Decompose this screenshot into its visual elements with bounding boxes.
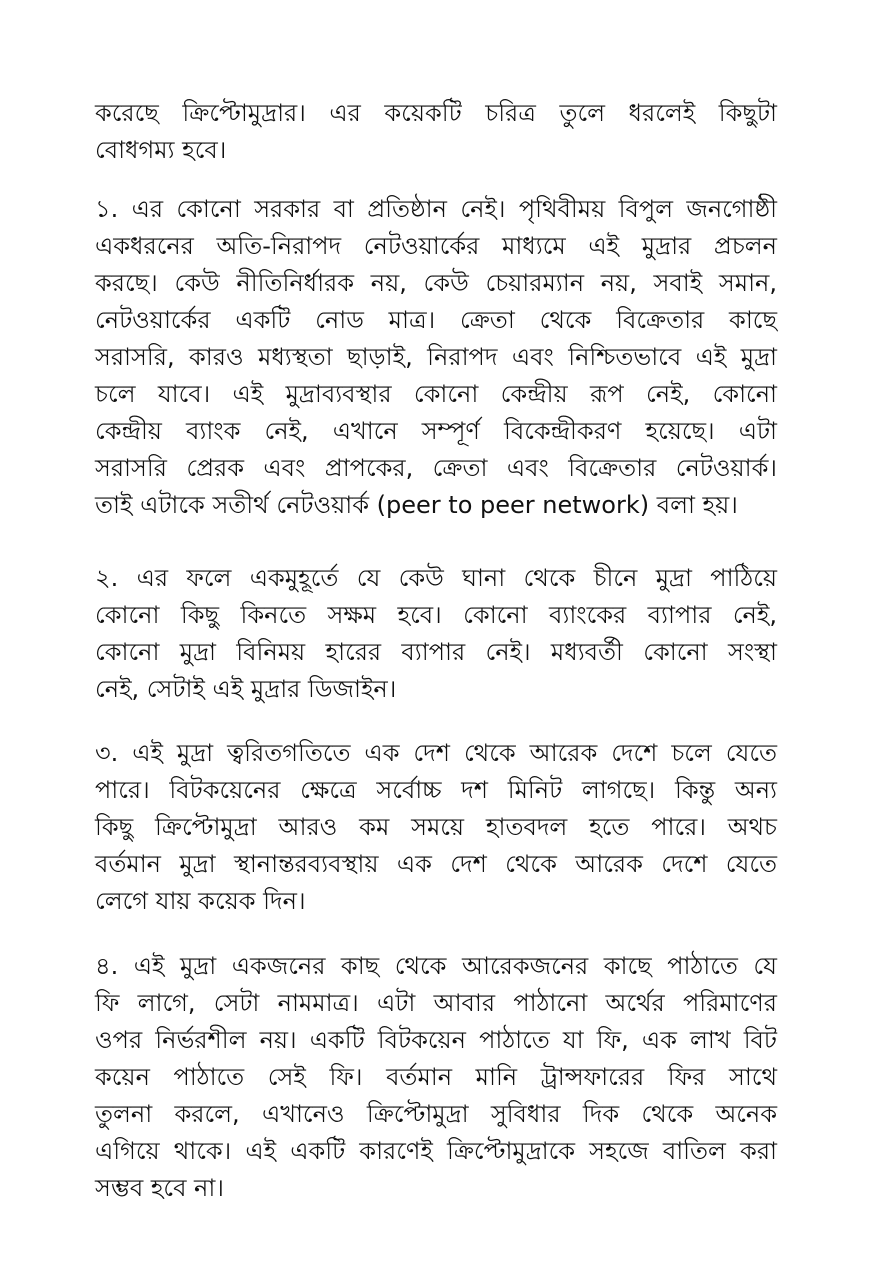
text-line: নেটওয়ার্কের একটি নোড মাত্র। ক্রেতা থেকে বিক্রেতার কাছে [95,306,777,334]
text-line: কোনো কিছু কিনতে সক্ষম হবে। কোনো ব্যাংকের ব্যাপার নেই, [95,601,777,629]
text-line: ১. এর কোনো সরকার বা প্রতিষ্ঠান নেই। পৃথিবীময় বিপুল জনগোষ্ঠী [95,195,777,223]
paragraph-point-2 [95,560,777,708]
paragraph-point-3 [95,735,777,920]
text-line: চলে যাবে। এই মুদ্রাব্যবস্থার কোনো কেন্দ্রীয় রূপ নেই, কোনো [95,380,777,408]
text-line: সম্ভব হবে না। [95,1174,224,1202]
text-line: বোধগম্য হবে। [95,136,227,164]
text-line: করেছে ক্রিপ্টোমুদ্রার। এর কয়েকটি চরিত্র তুলে ধরলেই কিছুটা [95,99,777,127]
paragraph-point-4 [95,948,777,1207]
text-line: ফি লাগে, সেটা নামমাত্র। এটা আবার পাঠানো অর্থের পরিমাণের [95,989,777,1017]
text-line: পারে। বিটকয়েনের ক্ষেত্রে সর্বোচ্চ দশ মিনিট লাগছে। কিন্তু অন্য [95,776,777,804]
text-line: সরাসরি প্রেরক এবং প্রাপকের, ক্রেতা এবং বিক্রেতার নেটওয়ার্ক। [95,454,777,482]
text-line: তাই এটাকে সতীর্থ নেটওয়ার্ক (peer to peer network) বলা হয়। [95,491,738,519]
text-line: ২. এর ফলে একমুহূর্তে যে কেউ ঘানা থেকে চীনে মুদ্রা পাঠিয়ে [95,564,777,592]
text-line: কেন্দ্রীয় ব্যাংক নেই, এখানে সম্পূর্ণ বিকেন্দ্রীকরণ হয়েছে। এটা [95,417,777,445]
text-line: ৪. এই মুদ্রা একজনের কাছ থেকে আরেকজনের কাছে পাঠাতে যে [95,952,777,980]
text-line: তুলনা করলে, এখানেও ক্রিপ্টোমুদ্রা সুবিধার দিক থেকে অনেক [95,1100,777,1128]
text-line: এগিয়ে থাকে। এই একটি কারণেই ক্রিপ্টোমুদ্রাকে সহজে বাতিল করা [95,1137,777,1165]
text-line: সরাসরি, কারও মধ্যস্থতা ছাড়াই, নিরাপদ এবং নিশ্চিতভাবে এই মুদ্রা [95,343,777,371]
text-line: কিছু ক্রিপ্টোমুদ্রা আরও কম সময়ে হাতবদল হতে পারে। অথচ [95,813,777,841]
text-line: করছে। কেউ নীতিনির্ধারক নয়, কেউ চেয়ারম্যান নয়, সবাই সমান, [95,269,777,297]
paragraph-point-1 [95,191,777,524]
text-line: একধরনের অতি-নিরাপদ নেটওয়ার্কের মাধ্যমে এই মুদ্রার প্রচলন [95,232,777,260]
paragraph-intro [95,95,777,169]
text-line: কোনো মুদ্রা বিনিময় হারের ব্যাপার নেই। মধ্যবর্তী কোনো সংস্থা [95,638,777,666]
text-line: লেগে যায় কয়েক দিন। [95,887,306,915]
text-line: নেই, সেটাই এই মুদ্রার ডিজাইন। [95,675,397,703]
text-line: ওপর নির্ভরশীল নয়। একটি বিটকয়েন পাঠাতে যা ফি, এক লাখ বিট [95,1026,777,1054]
text-line: বর্তমান মুদ্রা স্থানান্তরব্যবস্থায় এক দেশ থেকে আরেক দেশে যেতে [95,850,777,878]
text-line: কয়েন পাঠাতে সেই ফি। বর্তমান মানি ট্রান্সফারের ফির সাথে [95,1063,777,1091]
text-line: ৩. এই মুদ্রা ত্বরিতগতিতে এক দেশ থেকে আরেক দেশে চলে যেতে [95,739,777,767]
